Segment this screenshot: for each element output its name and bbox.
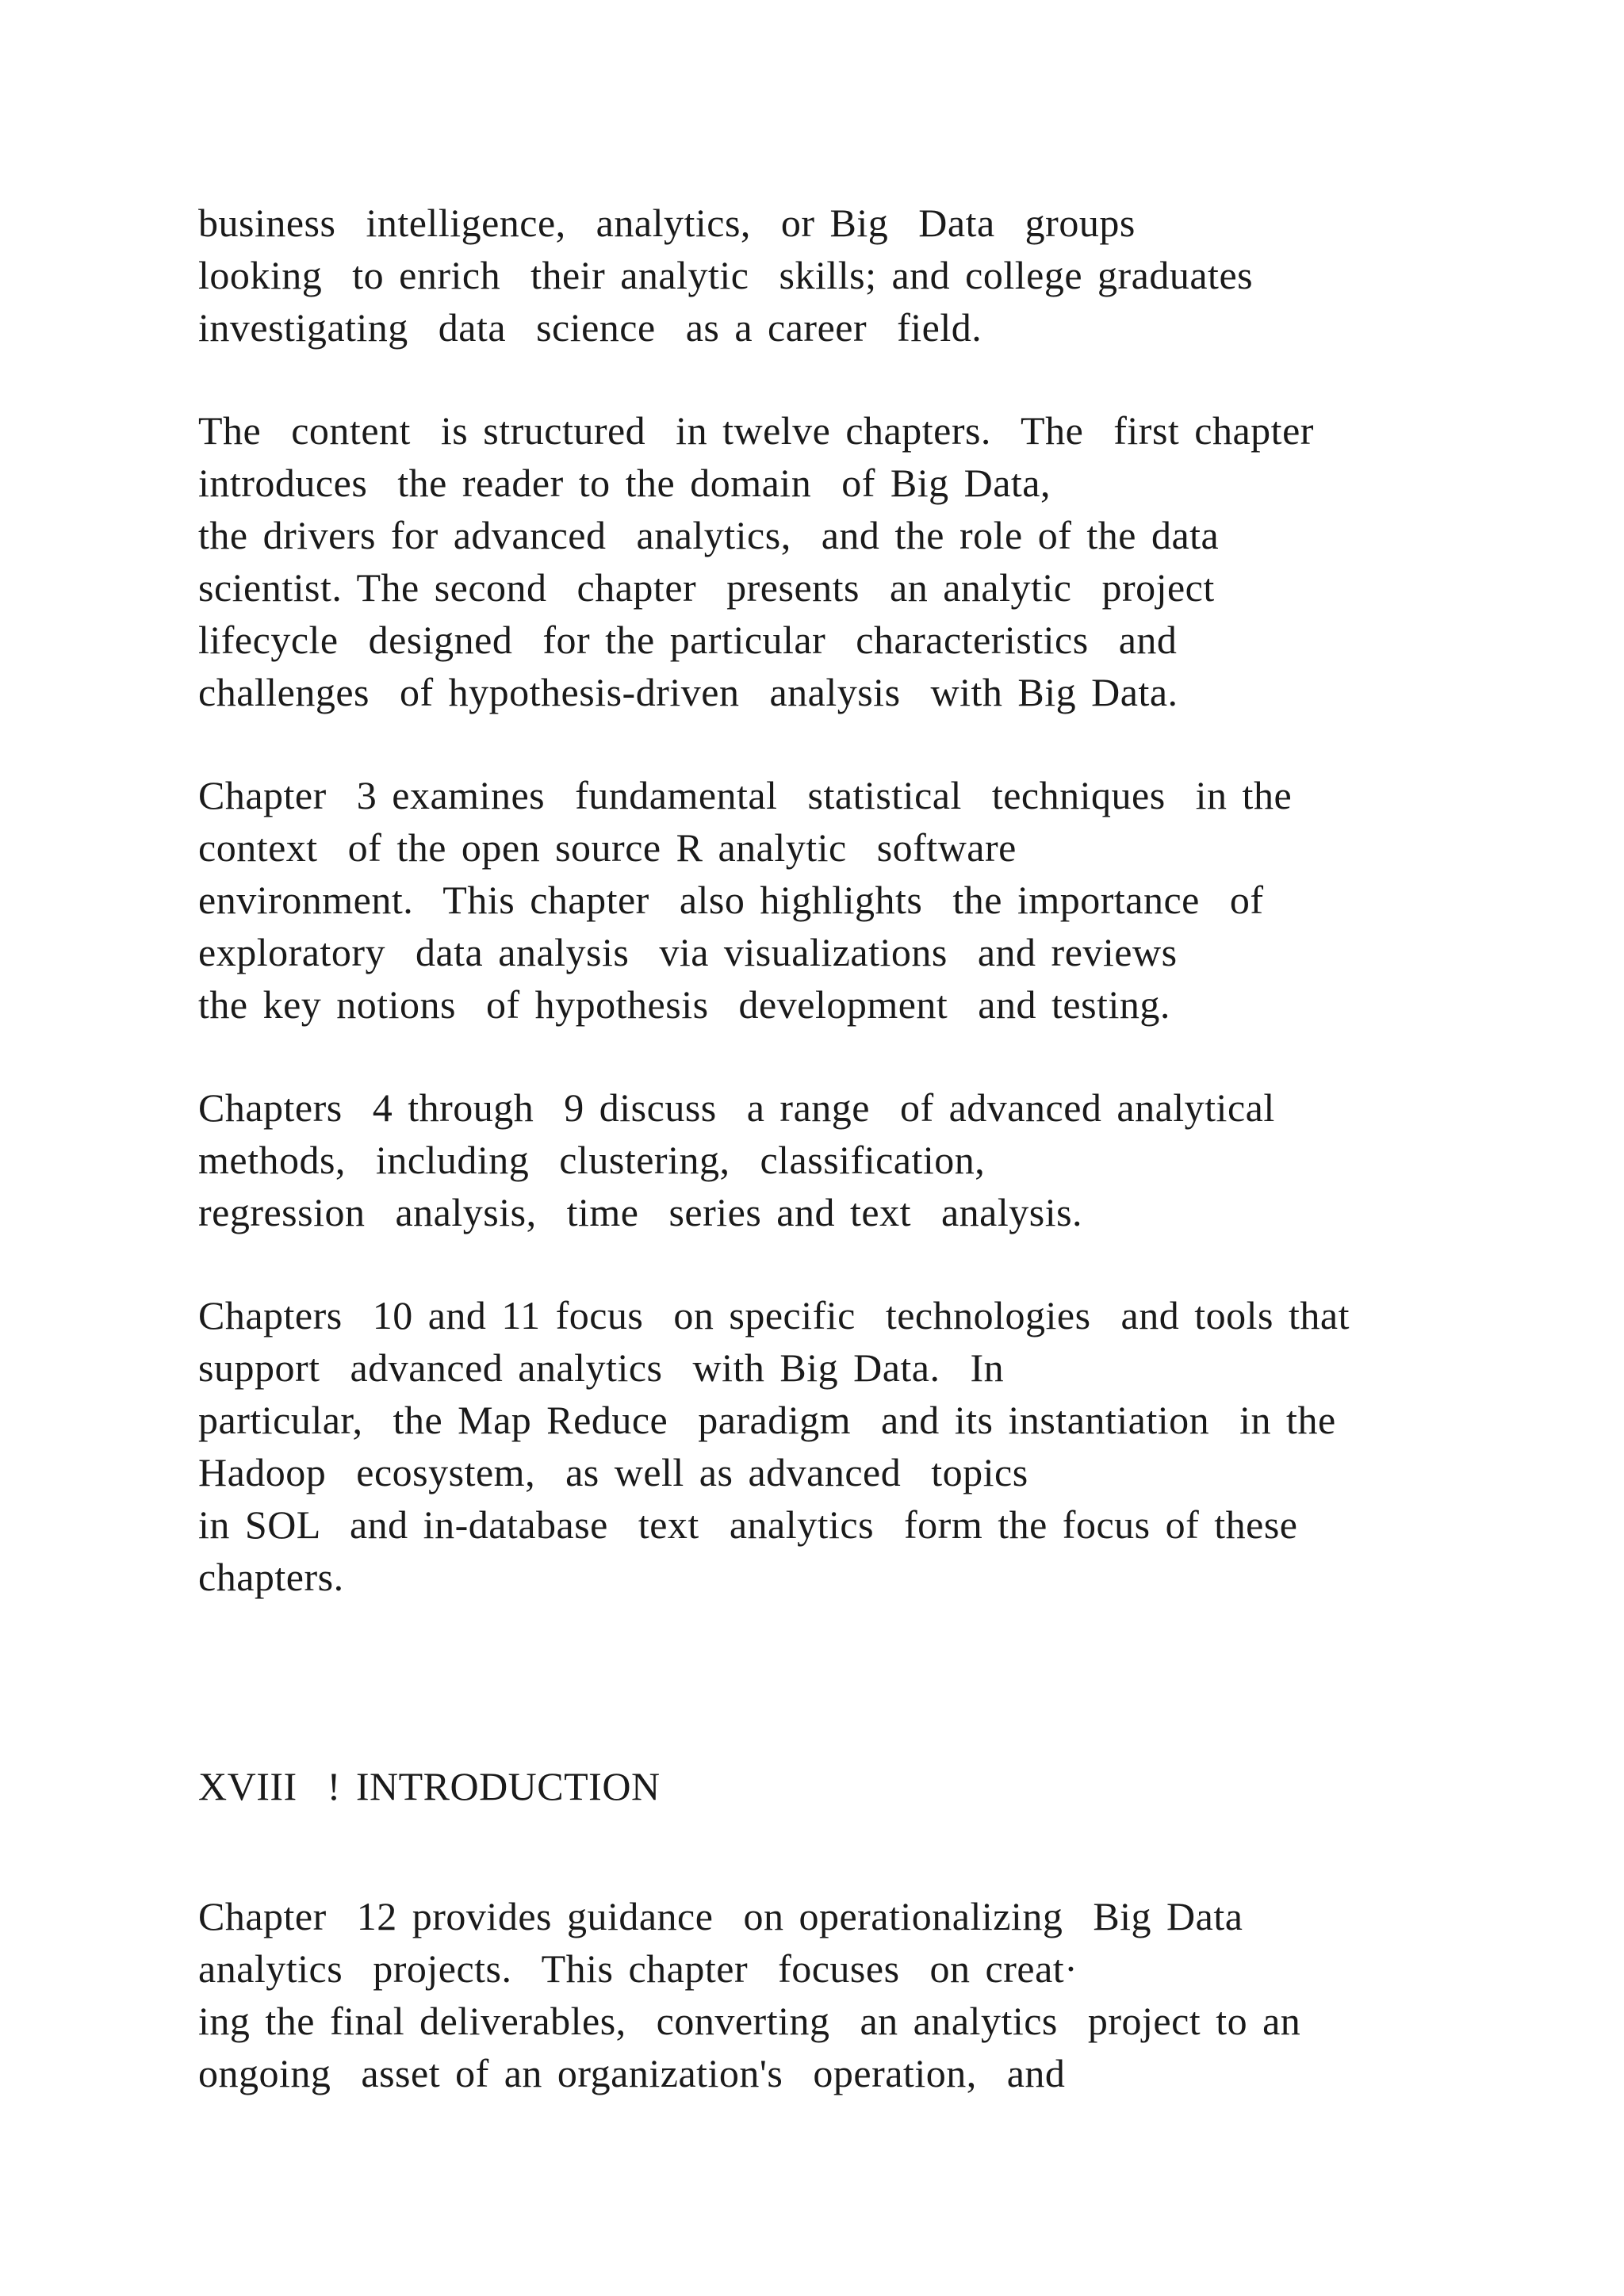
text-line: challenges of hypothesis-driven analysis with Big Data. [198, 670, 1178, 714]
running-header: XVIII ! INTRODUCTION [198, 1764, 661, 1808]
text-line: lifecycle designed for the particular characteristics and [198, 618, 1178, 662]
text-line: investigating data science as a career field. [198, 305, 982, 350]
text-line: the key notions of hypothesis development and testing. [198, 982, 1170, 1027]
text-line: introduces the reader to the domain of Big Data, [198, 461, 1051, 505]
text-line: chapters. [198, 1555, 344, 1599]
text-line: particular, the Map Reduce paradigm and its instantiation in the [198, 1398, 1336, 1442]
text-line: environment. This chapter also highlights the importance of [198, 878, 1264, 922]
text-line: analytics projects. This chapter focuses on creat· [198, 1946, 1078, 1991]
text-line: Chapter 12 provides guidance on operationalizing Big Data [198, 1894, 1243, 1938]
text-line: regression analysis, time series and text analysis. [198, 1190, 1083, 1234]
paragraph-audience [198, 197, 1546, 354]
paragraph-chapter-3 [198, 769, 1546, 1031]
text-line: exploratory data analysis via visualizations and reviews [198, 930, 1178, 974]
text-line: context of the open source R analytic software [198, 825, 1017, 870]
text-line: looking to enrich their analytic skills; and college graduates [198, 253, 1254, 297]
text-line: Chapter 3 examines fundamental statistical techniques in the [198, 773, 1293, 817]
paragraph-structure [198, 404, 1546, 718]
paragraph-chapters-10-11 [198, 1289, 1546, 1603]
text-line: Hadoop ecosystem, as well as advanced topics [198, 1450, 1028, 1494]
text-line: ongoing asset of an organization's operation, and [198, 2051, 1066, 2095]
paragraph-chapters-4-9 [198, 1081, 1546, 1238]
text-line: scientist. The second chapter presents an analytic project [198, 565, 1215, 610]
text-line: Chapters 4 through 9 discuss a range of advanced analytical [198, 1085, 1275, 1130]
text-line: The content is structured in twelve chapters. The first chapter [198, 408, 1314, 453]
text-line: Chapters 10 and 11 focus on specific technologies and tools that [198, 1293, 1350, 1337]
text-line: ing the final deliverables, converting an analytics project to an [198, 1999, 1301, 2043]
text-line: business intelligence, analytics, or Big Data groups [198, 201, 1136, 245]
text-line: support advanced analytics with Big Data. In [198, 1345, 1005, 1390]
paragraph-chapter-12 [198, 1890, 1546, 2099]
text-line: in SOL and in-database text analytics form the focus of these [198, 1502, 1298, 1547]
text-line: the drivers for advanced analytics, and the role of the data [198, 513, 1220, 557]
page-header-introduction [198, 1760, 1546, 1812]
text-line: methods, including clustering, classification, [198, 1138, 986, 1182]
